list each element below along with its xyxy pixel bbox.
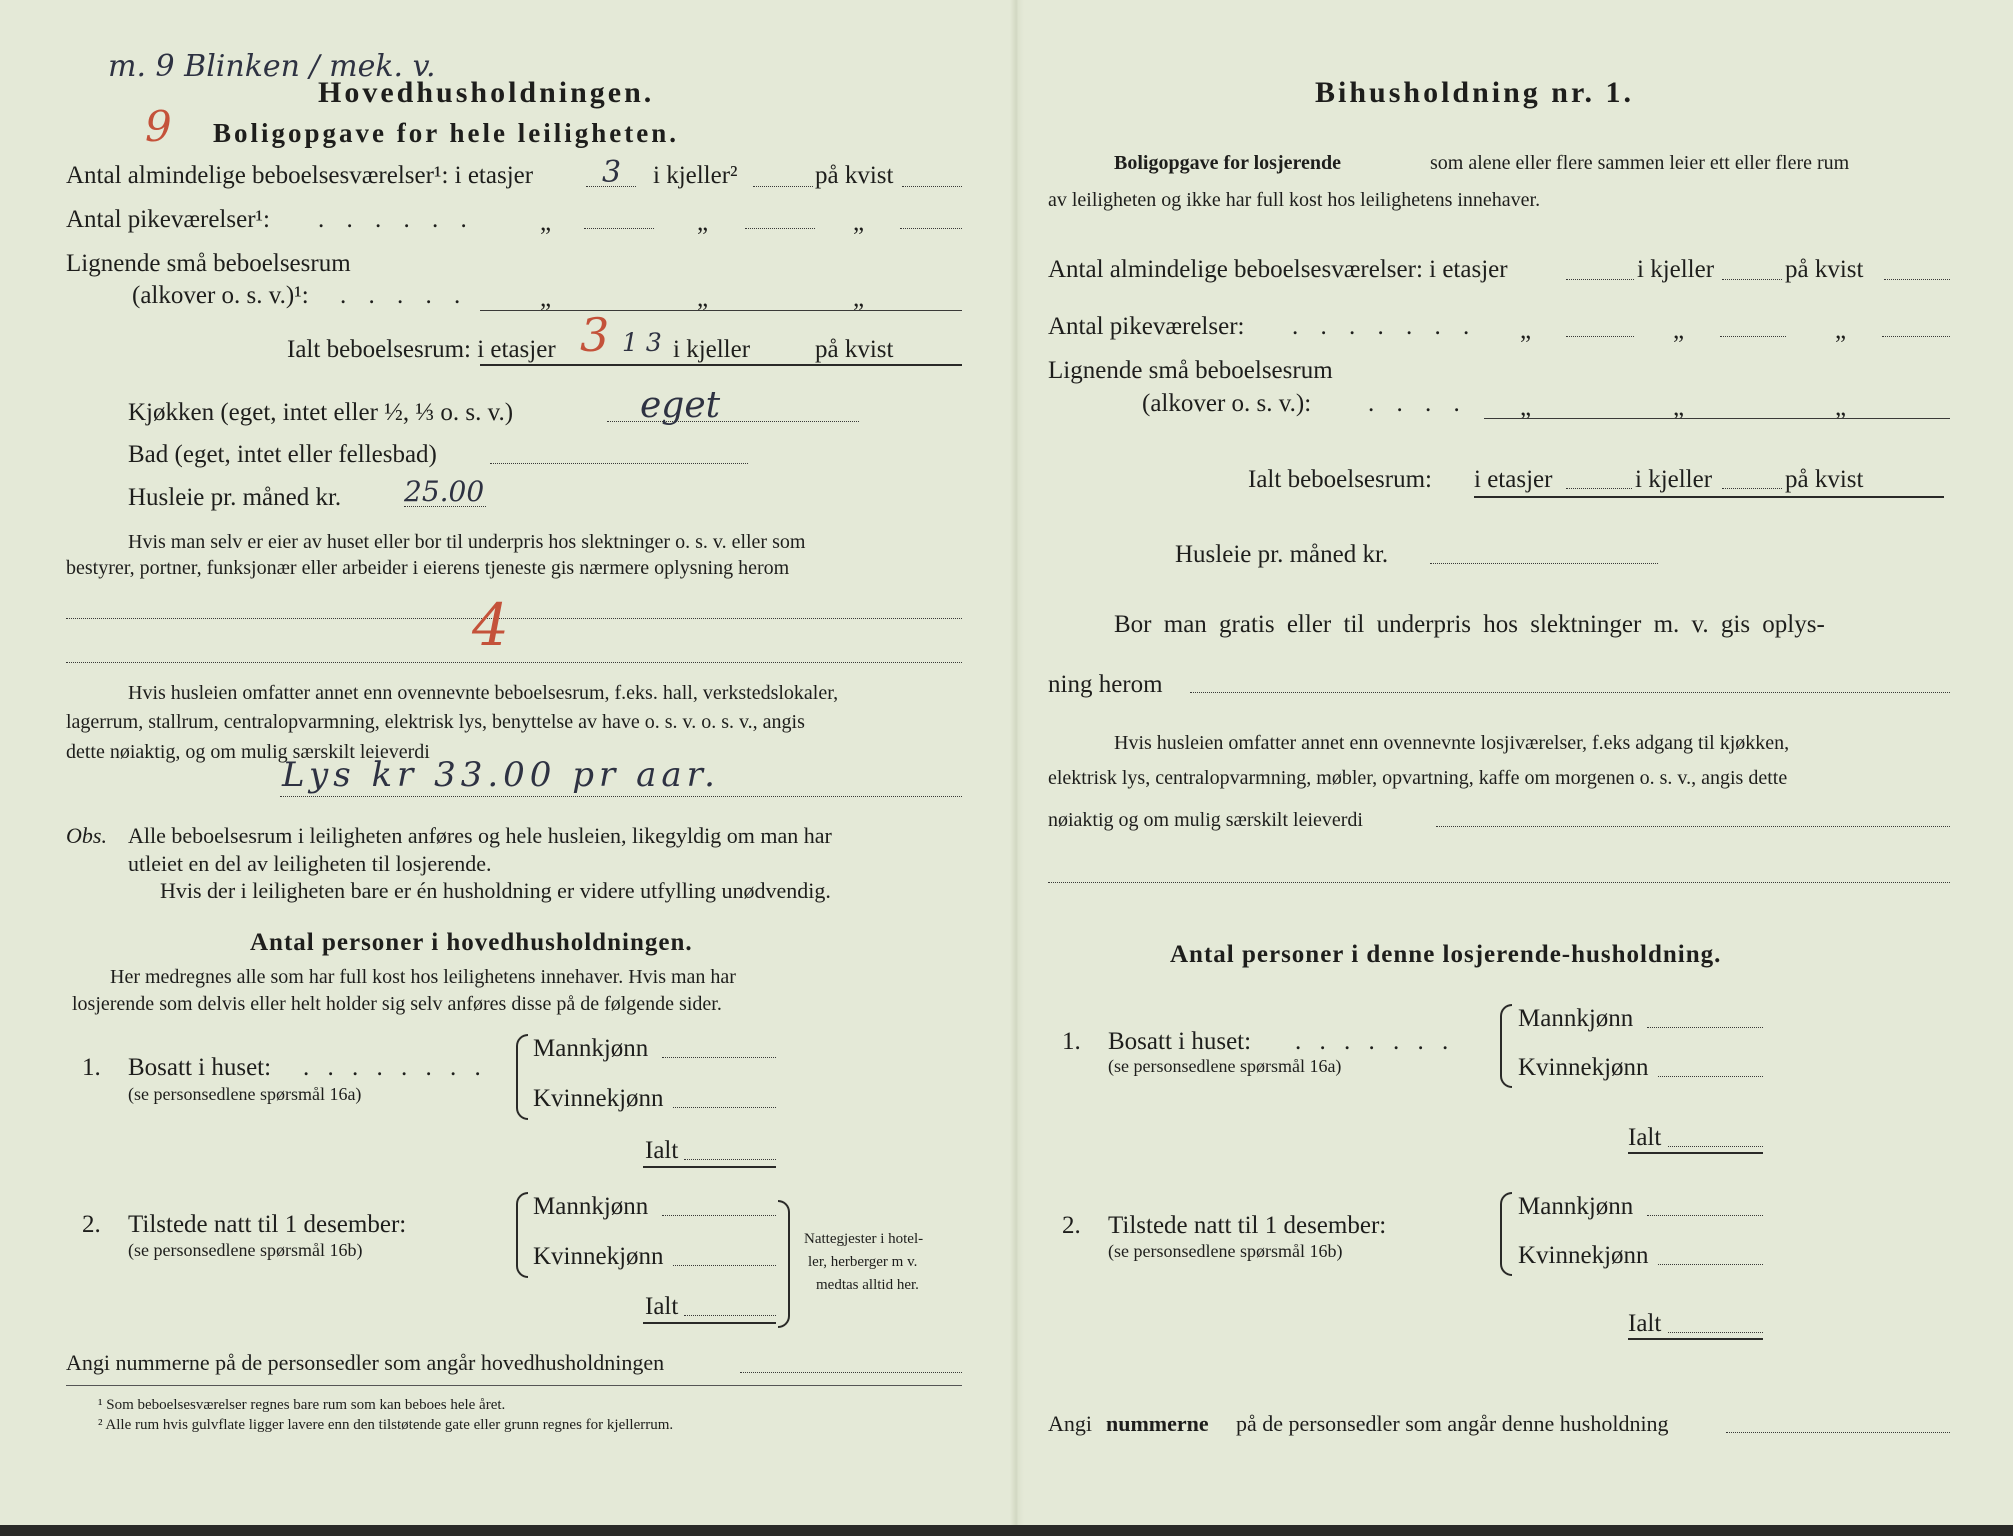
r-row1-label: Antal almindelige beboelsesværelser: i etasjer	[1048, 256, 1508, 283]
q2-total-underline	[643, 1322, 776, 1324]
gratis-line-1: Bor man gratis eller til underpris hos slektninger m. v. gis oplys-	[1114, 611, 1825, 638]
r-row3-ditto-3: „	[1835, 394, 1847, 421]
q2-reference: (se personsedlene spørsmål 16b)	[128, 1240, 363, 1260]
rent-label: Husleie pr. måned kr.	[128, 484, 342, 511]
owner-line-1	[66, 618, 962, 619]
row2-ditto-1: „	[540, 209, 552, 236]
r-extra-line-1	[1436, 826, 1950, 827]
numbers-line	[740, 1372, 962, 1373]
side-note-2: ler, herberger m v.	[808, 1254, 918, 1270]
r-q1-male-line	[1647, 1027, 1763, 1028]
r-q1-dots: . . . . . . .	[1295, 1028, 1455, 1055]
r-q2-female-line	[1658, 1264, 1763, 1265]
left-page-subtitle: Boligopgave for hele leiligheten.	[213, 118, 679, 148]
owner-note-1: Hvis man selv er eier av huset eller bor til underpris hos slektninger o. s. v. eller som	[128, 531, 806, 553]
gratis-line-2: ning herom	[1048, 671, 1163, 698]
q1-total-label: Ialt	[645, 1137, 679, 1164]
handwritten-red-number: 9	[145, 102, 172, 151]
r-q1-female-line	[1658, 1076, 1763, 1077]
r-q1-total-line	[1668, 1146, 1763, 1147]
r-q2-male-label: Mannkjønn	[1518, 1193, 1634, 1220]
r-q2-total-line	[1668, 1332, 1763, 1333]
extra-note-1: Hvis husleien omfatter annet enn ovennevnte beboelsesrum, f.eks. hall, verkstedslokaler,	[128, 682, 839, 704]
r-row2-ditto-1: „	[1520, 317, 1532, 344]
r-q1-female-label: Kvinnekjønn	[1518, 1054, 1649, 1081]
r-row2-line-3	[1882, 336, 1950, 337]
r-q2-male-line	[1647, 1215, 1763, 1216]
q1-male-label: Mannkjønn	[533, 1035, 649, 1062]
row2-line-1	[584, 228, 654, 229]
r-row2-label: Antal pikeværelser:	[1048, 313, 1245, 340]
r-q1-total-underline	[1628, 1152, 1763, 1154]
r-rent-label: Husleie pr. måned kr.	[1175, 541, 1389, 568]
r-q2-number: 2.	[1062, 1212, 1081, 1239]
q1-reference: (se personsedlene spørsmål 16a)	[128, 1084, 362, 1104]
row1-kvist-line	[902, 186, 962, 187]
r-row3-ditto-1: „	[1520, 394, 1532, 421]
ialt-underline	[480, 364, 962, 366]
ialt-label: Ialt beboelsesrum: i etasjer	[287, 336, 556, 363]
obs-label: Obs.	[66, 823, 107, 848]
r-row1-kjeller-line	[1722, 279, 1782, 280]
q1-female-line	[673, 1107, 776, 1108]
extra-note-3: dette nøiaktig, og om mulig særskilt leieverdi	[66, 741, 430, 763]
row2-ditto-3: „	[853, 209, 865, 236]
r-q2-female-label: Kvinnekjønn	[1518, 1242, 1649, 1269]
footnote-divider	[66, 1385, 962, 1386]
left-page-title: Hovedhusholdningen.	[318, 76, 655, 109]
r-row3-label-a: Lignende små beboelsesrum	[1048, 357, 1333, 384]
q2-total-line	[684, 1315, 776, 1316]
r-extra-note-1: Hvis husleien omfatter annet enn ovennevnte losjiværelser, f.eks adgang til kjøkken,	[1114, 732, 1790, 754]
r-extra-note-2: elektrisk lys, centralopvarmning, møbler, opvartning, kaffe om morgenen o. s. v., angis dette	[1048, 767, 1788, 789]
r-numbers-line	[1726, 1432, 1950, 1433]
r-q1-male-label: Mannkjønn	[1518, 1005, 1634, 1032]
numbers-label: Angi nummerne på de personsedler som angår hovedhusholdningen	[66, 1350, 665, 1375]
bath-label: Bad (eget, intet eller fellesbad)	[128, 441, 437, 468]
r-q2-reference: (se personsedlene spørsmål 16b)	[1108, 1241, 1343, 1261]
q2-right-brace	[778, 1200, 790, 1328]
rent-value: 25.00	[404, 475, 485, 508]
row2-dots: . . . . . .	[318, 206, 475, 233]
q1-total-underline	[643, 1166, 776, 1168]
red-four: 4	[472, 591, 509, 659]
row2-ditto-2: „	[697, 209, 709, 236]
q2-brace	[516, 1192, 528, 1278]
row3-ditto-2: „	[697, 285, 709, 312]
r-q2-label: Tilstede natt til 1 desember:	[1108, 1212, 1387, 1239]
row3-dots: . . . . .	[340, 282, 469, 309]
r-ialt-underline	[1474, 496, 1944, 498]
ialt-etasjer-value-red: 3	[580, 308, 610, 362]
page-fold	[1010, 0, 1024, 1525]
gratis-line	[1190, 692, 1950, 693]
r-row2-ditto-3: „	[1835, 317, 1847, 344]
r-row1-kvist-label: på kvist	[1785, 256, 1864, 283]
r-ialt-label: Ialt beboelsesrum:	[1248, 466, 1432, 493]
r-numbers-label-b: nummerne	[1106, 1411, 1209, 1436]
q2-male-label: Mannkjønn	[533, 1193, 649, 1220]
r-ialt-kjeller-line	[1722, 488, 1782, 489]
q2-female-line	[673, 1265, 776, 1266]
r-row1-etasjer-line	[1566, 279, 1634, 280]
r-row2-line-1	[1566, 336, 1634, 337]
q1-female-label: Kvinnekjønn	[533, 1085, 664, 1112]
q1-dots: . . . . . . . .	[303, 1054, 487, 1081]
obs-line-3: Hvis der i leiligheten bare er én husholdning er videre utfylling unødvendig.	[160, 878, 831, 903]
row2-label: Antal pikeværelser¹:	[66, 206, 270, 233]
q1-brace	[516, 1034, 528, 1120]
q1-total-line	[684, 1159, 776, 1160]
row3-label-b: (alkover o. s. v.)¹:	[132, 282, 309, 309]
r-row3-label-b: (alkover o. s. v.):	[1142, 390, 1312, 417]
obs-line-1: Alle beboelsesrum i leiligheten anføres og hele husleien, likegyldig om man har	[128, 823, 832, 848]
row3-label-a: Lignende små beboelsesrum	[66, 250, 351, 277]
r-row2-dots: . . . . . . .	[1292, 313, 1478, 340]
r-q2-total-underline	[1628, 1338, 1763, 1340]
r-row2-ditto-2: „	[1673, 317, 1685, 344]
ialt-kjeller-label: i kjeller	[673, 336, 751, 363]
intro-line-2: av leiligheten og ikke har full kost hos leilighetens innehaver.	[1048, 189, 1541, 211]
r-q1-number: 1.	[1062, 1028, 1081, 1055]
q2-male-line	[662, 1215, 776, 1216]
r-q1-brace	[1500, 1004, 1512, 1088]
r-numbers-label-a: Angi	[1048, 1411, 1092, 1436]
q1-male-line	[662, 1057, 776, 1058]
bath-line	[490, 463, 748, 464]
r-ialt-kvist-label: på kvist	[1785, 466, 1864, 493]
row2-line-3	[900, 228, 962, 229]
q1-label: Bosatt i huset:	[128, 1054, 272, 1081]
owner-note-2: bestyrer, portner, funksjonær eller arbeider i eierens tjeneste gis nærmere oplysning herom	[66, 557, 790, 579]
ialt-kvist-label: på kvist	[815, 336, 894, 363]
r-extra-line-2	[1048, 882, 1950, 883]
persons-note-2: losjerende som delvis eller helt holder sig selv anføres disse på de følgende sider.	[72, 993, 722, 1015]
r-extra-note-3: nøiaktig og om mulig særskilt leieverdi	[1048, 809, 1363, 831]
persons-title: Antal personer i hovedhusholdningen.	[250, 929, 693, 956]
r-q1-total-label: Ialt	[1628, 1124, 1662, 1151]
r-numbers-label-c: på de personsedler som angår denne husholdning	[1236, 1411, 1669, 1436]
q1-number: 1.	[82, 1054, 101, 1081]
r-ialt-etasjer-label: i etasjer	[1474, 466, 1553, 493]
row1-kjeller-label: i kjeller²	[653, 162, 738, 189]
row1-label: Antal almindelige beboelsesværelser¹: i etasjer	[66, 162, 534, 189]
side-note-1: Nattegjester i hotel-	[804, 1231, 924, 1247]
kitchen-label: Kjøkken (eget, intet eller ½, ⅓ o. s. v.)	[128, 399, 514, 426]
q2-label: Tilstede natt til 1 desember:	[128, 1211, 407, 1238]
r-ialt-kjeller-label: i kjeller	[1635, 466, 1713, 493]
r-q2-brace	[1500, 1192, 1512, 1276]
r-row3-ditto-2: „	[1673, 394, 1685, 421]
footnote-1: ¹ Som beboelsesværelser regnes bare rum som kan beboes hele året.	[98, 1397, 506, 1413]
r-q2-total-label: Ialt	[1628, 1310, 1662, 1337]
ialt-etasjer-value-ink: 1 3	[622, 328, 662, 357]
obs-line-2: utleiet en del av leiligheten til losjerende.	[128, 851, 492, 876]
footnote-2: ² Alle rum hvis gulvflate ligger lavere enn den tilstøtende gate eller grunn regnes for kjellerrum.	[98, 1417, 674, 1433]
persons-note-1: Her medregnes alle som har full kost hos leilighetens innehaver. Hvis man har	[110, 966, 736, 988]
row1-kjeller-line	[753, 186, 813, 187]
right-page-title: Bihusholdning nr. 1.	[1315, 76, 1635, 109]
r-row3-underline	[1484, 418, 1950, 419]
r-rent-line	[1430, 563, 1658, 564]
r-ialt-etasjer-line	[1566, 488, 1632, 489]
row3-ditto-1: „	[540, 285, 552, 312]
intro-bold: Boligopgave for losjerende	[1114, 152, 1342, 174]
r-q1-label: Bosatt i huset:	[1108, 1028, 1252, 1055]
r-row3-dots: . . . .	[1368, 390, 1468, 417]
kitchen-value: eget	[640, 385, 721, 426]
q2-total-label: Ialt	[645, 1293, 679, 1320]
r-row1-kvist-line	[1884, 279, 1950, 280]
intro-line-1: som alene eller flere sammen leier ett eller flere rum	[1430, 152, 1850, 174]
r-row1-kjeller-label: i kjeller	[1637, 256, 1715, 283]
r-row2-line-2	[1720, 336, 1786, 337]
side-note-3: medtas alltid her.	[816, 1277, 919, 1293]
r-persons-title: Antal personer i denne losjerende-husholdning.	[1170, 941, 1722, 968]
q2-number: 2.	[82, 1211, 101, 1238]
row2-line-2	[745, 228, 815, 229]
owner-line-2	[66, 662, 962, 663]
handwritten-top-note: m. 9 Blinken / mek. v.	[108, 49, 436, 84]
extra-value: Lys kr 33.00 pr aar.	[282, 755, 720, 795]
row3-ditto-3: „	[853, 285, 865, 312]
r-q1-reference: (se personsedlene spørsmål 16a)	[1108, 1056, 1342, 1076]
row1-kvist-label: på kvist	[815, 162, 894, 189]
row1-etasjer-value: 3	[602, 155, 622, 190]
extra-line	[280, 796, 962, 797]
row3-underline	[480, 310, 962, 311]
q2-female-label: Kvinnekjønn	[533, 1243, 664, 1270]
extra-note-2: lagerrum, stallrum, centralopvarmning, elektrisk lys, benyttelse av have o. s. v. o. s. v., angis	[66, 711, 805, 733]
